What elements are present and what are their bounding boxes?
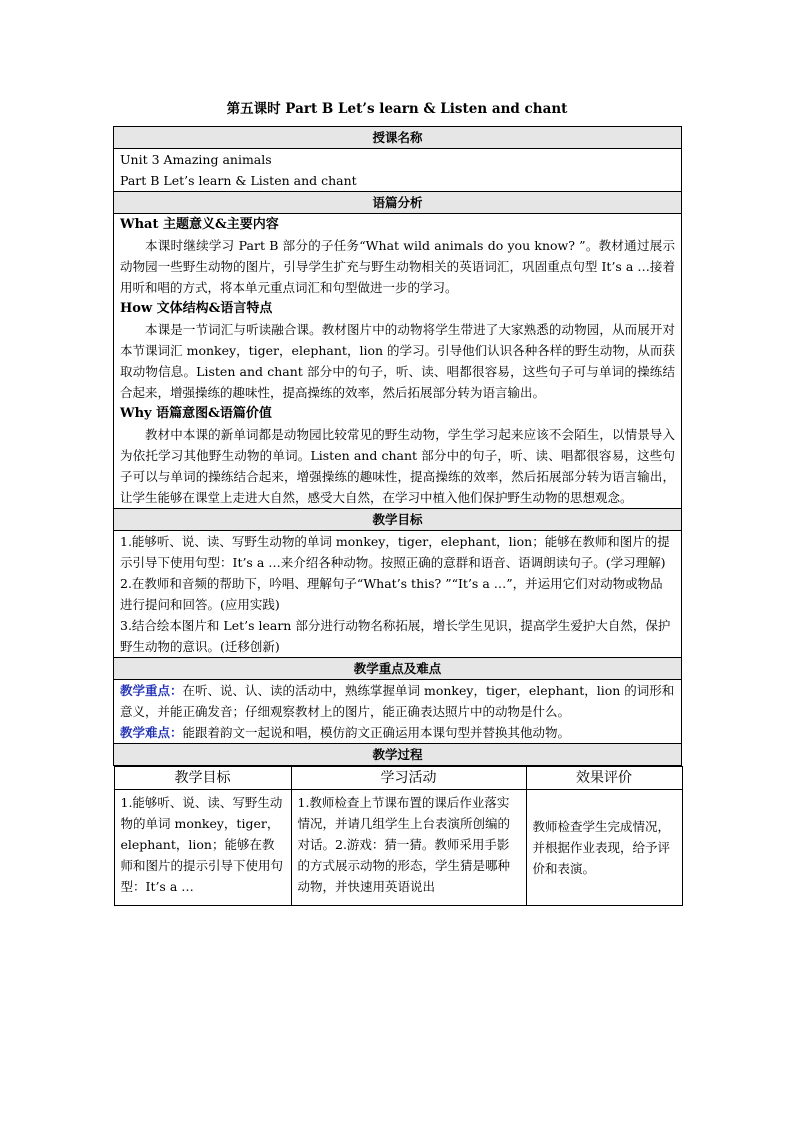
key-point-label: 教学重点： [120,683,183,698]
how-text: 本课是一节词汇与听读融合课。教材图片中的动物将学生带进了大家熟悉的动物园，从而展开对本节课词汇 monkey，tiger，elephant，lion 的学习。引导他们认识各种各样的野生动物，从而获取动物信息。Listen and chant 部分中的句子，听、读、唱都很容易，这些句子可与单词的操练结合起来，增强操练的趣味性，提高操练的效率，然后拓展部分转为语言输出。 [120,322,675,400]
goals-header: 教学目标 [114,509,682,531]
goal-item-3: 3.结合绘本图片和 Let’s learn 部分进行动物名称拓展，增长学生见识，提高学生爱护大自然，保护野生动物的意识。(迁移创新) [120,618,671,654]
goal-item-2: 2.在教师和音频的帮助下，吟唱、理解句子“What’s this? ”“It’s a …”，并运用它们对动物或物品进行提问和回答。(应用实践) [120,576,663,612]
goal-item-1: 1.能够听、说、读、写野生动物的单词 monkey，tiger，elephant，lion；能够在教师和图片的提示引导下使用句型：It’s a …来介绍各种动物。按照正确的意群和语音、语调朗读句子。(学习理解) [120,534,670,570]
why-text: 教材中本课的新单词都是动物园比较常见的野生动物，学生学习起来应该不会陌生，以情景导入为依托学习其他野生动物的单词。Listen and chant 部分中的句子，听、读、唱都很容易，这些句子可以与单词的操练结合起来，增强操练的趣味性，提高操练的效率，然后拓展部分转为语言输出，让学生能够在课堂上走进大自然，感受大自然，在学习中植入他们保护野生动物的思想观念。 [120,427,675,505]
what-text: 本课时继续学习 Part B 部分的子任务“What wild animals do you know? ”。教材通过展示动物园一些野生动物的图片，引导学生扩充与野生动物相关的英语词汇，巩固重点句型 It’s a …接着用听和唱的方式，将本单元重点词汇和句型做进一步的学习。 [120,238,675,295]
lesson-plan-table [113,126,682,906]
process-table [114,766,683,906]
why-title: Why 语篇意图&语篇价值 [120,406,272,421]
course-name-header: 授课名称 [114,127,682,149]
process-col-activity: 学习活动 [291,767,526,790]
key-points-header: 教学重点及难点 [114,658,682,680]
process-col-evaluation: 效果评价 [526,767,682,790]
process-header: 教学过程 [114,744,682,766]
course-name-cell [114,149,682,192]
process-goal-cell: 1.能够听、说、读、写野生动物的单词 monkey，tiger，elephant，lion；能够在教师和图片的提示引导下使用句型：It’s a … [114,790,291,906]
page-title: 第五课时 Part B Let’s learn & Listen and chant [226,101,568,117]
key-points-cell [114,680,682,744]
key-point-text: 在听、说、认、读的活动中，熟练掌握单词 monkey，tiger，elephant，lion 的词形和意义，并能正确发音；仔细观察教材上的图片，能正确表达照片中的动物是什么。 [120,683,675,719]
course-name-line-2: Part B Let’s learn & Listen and chant [120,173,357,188]
difficult-point-label: 教学难点： [120,725,183,740]
key-point [120,680,675,722]
analysis-header: 语篇分析 [114,192,682,214]
difficult-point [120,722,675,743]
how-title: How 文体结构&语言特点 [120,301,273,316]
process-activity-cell: 1.教师检查上节课布置的课后作业落实情况，并请几组学生上台表演所创编的对话。2.游戏：猜一猜。教师采用手影的方式展示动物的形态，学生猜是哪种动物，并快速用英语说出 [291,790,526,906]
difficult-point-text: 能跟着韵文一起说和唱，模仿韵文正确运用本课句型并替换其他动物。 [182,725,571,740]
process-evaluation-cell: 教师检查学生完成情况，并根据作业表现，给予评价和表演。 [526,790,682,906]
course-name-line-1: Unit 3 Amazing animals [120,152,272,167]
analysis-cell [114,214,682,509]
process-col-goal: 教学目标 [114,767,291,790]
what-title: What 主题意义&主要内容 [120,217,279,232]
process-cell [114,766,682,907]
goals-cell [114,531,682,658]
